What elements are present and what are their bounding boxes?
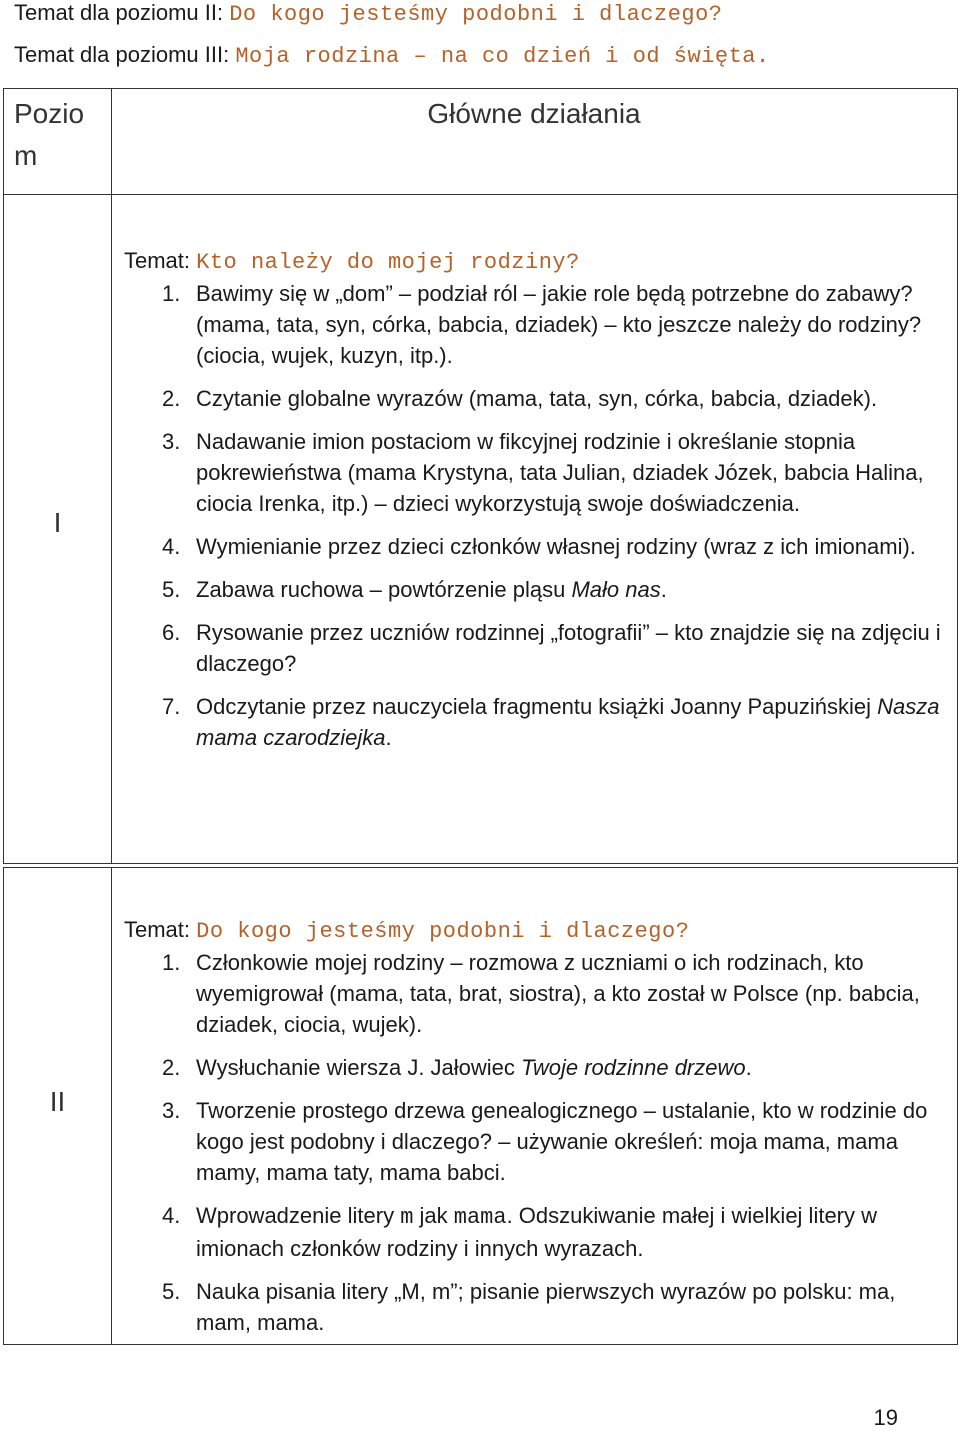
item-number: 5. xyxy=(162,577,181,602)
list-item xyxy=(124,1095,943,1188)
intro-line-topic: Moja rodzina – na co dzień i od święta. xyxy=(235,44,770,69)
item-number: 5. xyxy=(162,1279,181,1304)
page-number: 19 xyxy=(873,1405,898,1430)
item-text: Zabawa ruchowa – powtórzenie pląsu xyxy=(196,577,572,602)
item-number: 4. xyxy=(162,534,181,559)
intro-line-level-3 xyxy=(14,42,770,69)
item-text-end: . xyxy=(660,577,667,602)
list-item xyxy=(124,278,943,371)
item-text: Tworzenie prostego drzewa genealogicznego – ustalanie, kto w rodzinie do kogo jest podobny i dlaczego? – używanie określeń: moja mama, mama mamy, mama taty, mama babci. xyxy=(196,1098,928,1185)
item-text: Bawimy się w „dom” – podział ról – jakie role będą potrzebne do zabawy? (mama, tata, syn, córka, babcia, dziadek) – kto jeszcze należy do rodziny? (ciocia, wujek, kuzyn, itp.). xyxy=(196,281,922,368)
item-number: 1. xyxy=(162,950,181,975)
item-number: 6. xyxy=(162,620,181,645)
item-text: Nadawanie imion postaciom w fikcyjnej rodzinie i określanie stopnia pokrewieństwa (mama Krystyna, tata Julian, dziadek Józek, babcia Halina, ciocia Irenka, itp.) – dzieci wykorzystują swoje doświadczenia. xyxy=(196,429,924,516)
topic-line xyxy=(124,245,943,278)
item-number: 2. xyxy=(162,386,181,411)
poem-title: Twoje rodzinne drzewo xyxy=(521,1055,746,1080)
item-number: 2. xyxy=(162,1055,181,1080)
table-header-row xyxy=(3,88,958,195)
list-item xyxy=(124,531,943,562)
table-row xyxy=(3,194,958,864)
letter-sample: m xyxy=(400,1205,414,1230)
activities-cell xyxy=(124,245,943,765)
item-number: 4. xyxy=(162,1203,181,1228)
word-sample: mama xyxy=(453,1205,507,1230)
item-number: 3. xyxy=(162,1098,181,1123)
column-divider xyxy=(111,195,112,863)
column-divider xyxy=(111,868,112,1344)
intro-line-level-2 xyxy=(14,0,723,27)
item-text: Czytanie globalne wyrazów (mama, tata, syn, córka, babcia, dziadek). xyxy=(196,386,878,411)
item-number: 3. xyxy=(162,429,181,454)
item-text: Odczytanie przez nauczyciela fragmentu książki Joanny Papuzińskiej xyxy=(196,694,878,719)
item-text: Członkowie mojej rodziny – rozmowa z uczniami o ich rodzinach, kto wyemigrował (mama, tata, brat, siostra), a kto został w Polsce (np. babcia, dziadek, ciocia, wujek). xyxy=(196,950,920,1037)
topic-label: Temat: xyxy=(124,248,197,273)
intro-line-topic: Do kogo jesteśmy podobni i dlaczego? xyxy=(229,2,723,27)
item-text-end: . Odszukiwanie małej i wielkiej litery w imionach członków rodziny i innych wyrazach. xyxy=(196,1203,878,1261)
intro-line-label: Temat dla poziomu II: xyxy=(14,0,230,25)
song-title: Mało nas xyxy=(571,577,661,602)
item-number: 1. xyxy=(162,281,181,306)
item-text: jak xyxy=(413,1203,454,1228)
item-text: Nauka pisania litery „M, m”; pisanie pierwszych wyrazów po polsku: ma, mam, mama. xyxy=(196,1279,896,1335)
topic-title: Kto należy do mojej rodziny? xyxy=(196,250,580,275)
topic-label: Temat: xyxy=(124,917,197,942)
activity-list xyxy=(124,278,943,753)
list-item xyxy=(124,1276,943,1338)
activities-cell xyxy=(124,914,943,1350)
header-level-cell xyxy=(14,93,99,177)
list-item xyxy=(124,617,943,679)
list-item xyxy=(124,947,943,1040)
level-label: II xyxy=(49,1086,66,1117)
header-level-label: Poziom xyxy=(14,98,85,171)
list-item xyxy=(124,691,943,753)
table-row xyxy=(3,867,958,1345)
list-item xyxy=(124,426,943,519)
topic-title: Do kogo jesteśmy podobni i dlaczego? xyxy=(196,919,690,944)
list-item xyxy=(124,574,943,605)
item-text-end: . xyxy=(385,725,392,750)
list-item xyxy=(124,1200,943,1264)
item-text: Rysowanie przez uczniów rodzinnej „fotografii” – kto znajdzie się na zdjęciu i dlaczego? xyxy=(196,620,941,676)
header-main-cell: Główne działania xyxy=(427,98,641,129)
book-title: Nasza mama czarodziejka xyxy=(196,694,940,750)
list-item xyxy=(124,1052,943,1083)
topic-line xyxy=(124,914,943,947)
item-text: Wysłuchanie wiersza J. Jałowiec xyxy=(196,1055,522,1080)
item-text-end: . xyxy=(745,1055,752,1080)
level-label: I xyxy=(53,507,62,538)
intro-line-label: Temat dla poziomu III: xyxy=(14,42,236,67)
item-text: Wprowadzenie litery xyxy=(196,1203,401,1228)
item-number: 7. xyxy=(162,694,181,719)
item-text: Wymienianie przez dzieci członków własnej rodziny (wraz z ich imionami). xyxy=(196,534,916,559)
list-item xyxy=(124,383,943,414)
activity-list xyxy=(124,947,943,1338)
